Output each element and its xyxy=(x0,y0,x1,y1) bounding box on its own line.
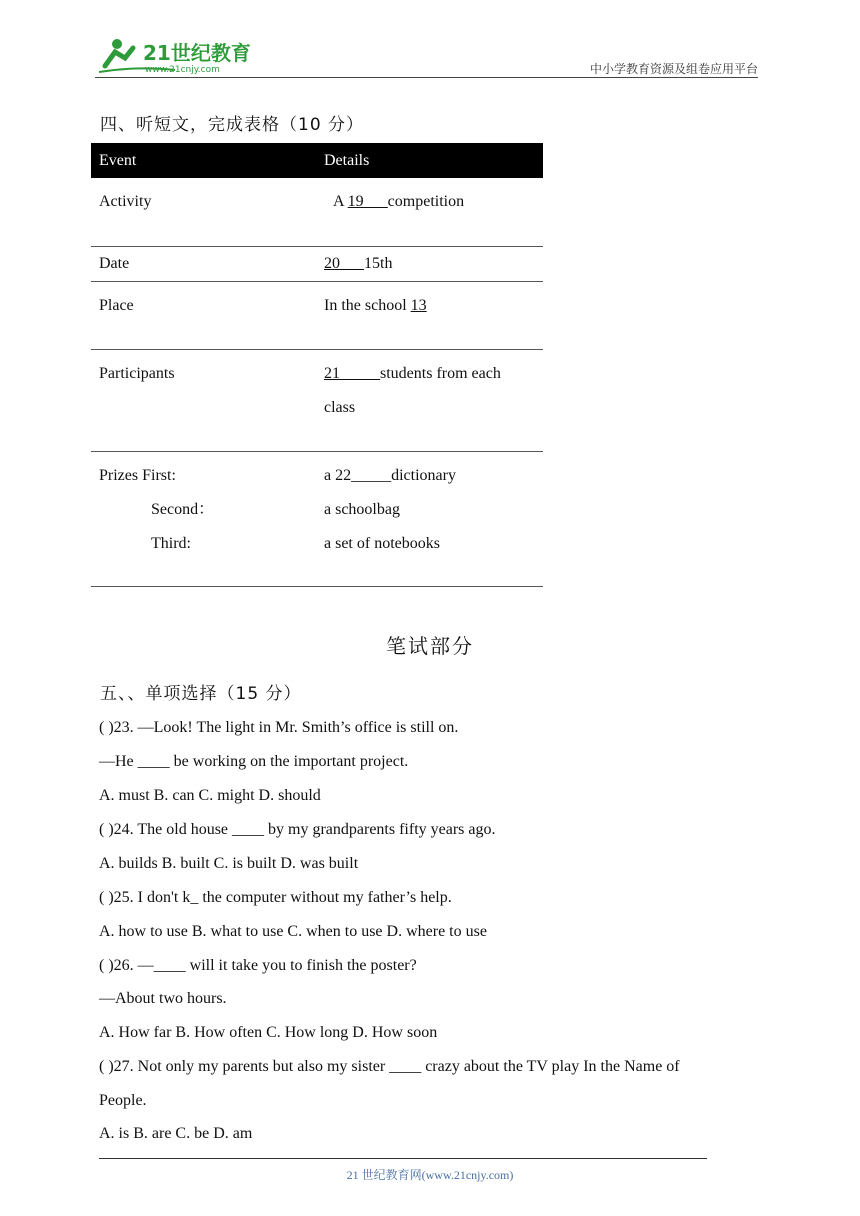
row-label-prizes: Prizes First: Second： Third: xyxy=(91,451,316,586)
row-label-participants: Participants xyxy=(91,349,316,451)
table-header-row xyxy=(91,143,543,178)
question-23: ( )23. —Look! The light in Mr. Smith’s office is still on. xyxy=(99,719,459,736)
svg-text:21世纪教育: 21世纪教育 xyxy=(143,41,251,65)
question-23-options: A. must B. can C. might D. should xyxy=(99,787,321,804)
question-24: ( )24. The old house ____ by my grandparents fifty years ago. xyxy=(99,821,496,838)
question-23-line2: —He ____ be working on the important project. xyxy=(99,753,409,770)
blank-20[interactable]: 20 xyxy=(324,254,340,272)
header-platform-text: 中小学教育资源及组卷应用平台 xyxy=(589,62,758,76)
table-row xyxy=(91,178,543,246)
row-value-participants: 21_____students from each class xyxy=(316,349,543,451)
page-header xyxy=(95,36,758,78)
table-row xyxy=(91,281,543,349)
section-5-title: 五、、单项选择（15 分） xyxy=(100,684,302,704)
table-header-details: Details xyxy=(316,143,543,178)
table-row xyxy=(91,246,543,281)
question-27-line2: People. xyxy=(99,1092,147,1109)
row-value-date: 20___15th xyxy=(316,246,543,281)
question-26-options: A. How far B. How often C. How long D. How soon xyxy=(99,1024,438,1041)
question-24-options: A. builds B. built C. is built D. was built xyxy=(99,855,359,872)
listening-table xyxy=(91,143,543,587)
table-header-event: Event xyxy=(91,143,316,178)
written-part-title: 笔试部分 xyxy=(386,634,474,658)
table-row xyxy=(91,349,543,451)
table-row xyxy=(91,451,543,586)
footer-text[interactable]: 21 世纪教育网(www.21cnjy.com) xyxy=(346,1168,514,1182)
row-label-place: Place xyxy=(91,281,316,349)
blank-21[interactable]: 21 xyxy=(324,364,340,382)
question-26: ( )26. —____ will it take you to finish the poster? xyxy=(99,957,417,974)
logo-icon xyxy=(95,36,265,76)
row-label-activity: Activity xyxy=(91,178,316,246)
question-25-options: A. how to use B. what to use C. when to use D. where to use xyxy=(99,923,487,940)
question-25: ( )25. I don't k_ the computer without my father’s help. xyxy=(99,889,452,906)
row-label-date: Date xyxy=(91,246,316,281)
row-value-activity: A 19___competition xyxy=(316,178,543,246)
blank-19[interactable]: 19 xyxy=(347,193,364,210)
row-value-place: In the school 13 xyxy=(316,281,543,349)
section-4-title: 四、听短文，完成表格（10 分） xyxy=(100,115,365,135)
question-26-line2: —About two hours. xyxy=(99,990,227,1007)
question-27: ( )27. Not only my parents but also my sister ____ crazy about the TV play In the Name of xyxy=(99,1058,680,1075)
blank-13[interactable]: 13 xyxy=(410,296,427,314)
footer-divider xyxy=(99,1158,707,1159)
question-27-options: A. is B. are C. be D. am xyxy=(99,1125,253,1142)
svg-text:www.21cnjy.com: www.21cnjy.com xyxy=(145,65,220,75)
row-value-prizes: a 22_____dictionary a schoolbag a set of notebooks xyxy=(316,451,543,586)
header-divider xyxy=(95,77,758,78)
